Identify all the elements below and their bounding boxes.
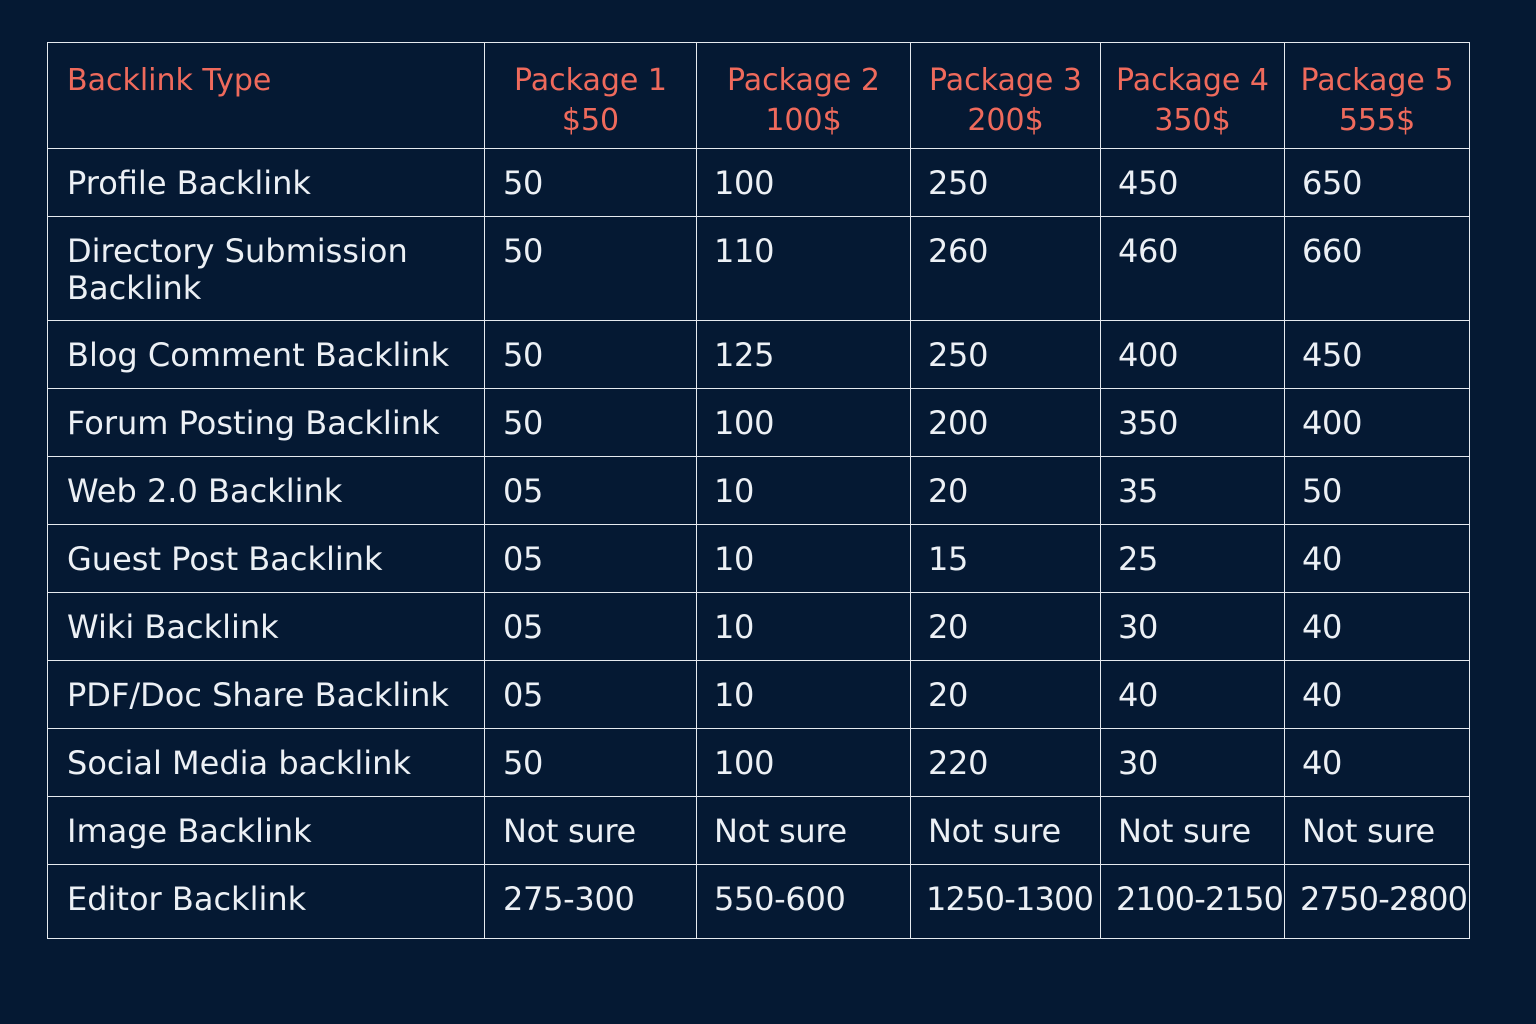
- package-1-value: 50: [485, 217, 697, 321]
- package-3-value: 200: [911, 389, 1101, 457]
- header-row: [48, 43, 1470, 149]
- package-3-value: 15: [911, 525, 1101, 593]
- table-row: [48, 525, 1470, 593]
- package-4-value: 450: [1101, 149, 1285, 217]
- package-price: 100$: [765, 103, 842, 138]
- package-name: Package 1: [514, 63, 667, 98]
- package-2-value: 100: [697, 149, 911, 217]
- table-row: [48, 865, 1470, 939]
- package-price: 555$: [1338, 103, 1416, 138]
- package-5-value: 40: [1285, 661, 1470, 729]
- package-2-value: 110: [697, 217, 911, 321]
- package-5-value: 40: [1285, 729, 1470, 797]
- table-row: [48, 457, 1470, 525]
- backlink-type-cell: Directory Submission Backlink: [48, 217, 485, 321]
- package-3-value: Not sure: [911, 797, 1101, 865]
- backlink-type-cell: Profile Backlink: [48, 149, 485, 217]
- package-4-value: 400: [1101, 321, 1285, 389]
- package-5-header: [1285, 43, 1470, 149]
- package-1-value: 50: [485, 321, 697, 389]
- backlink-type-cell: Guest Post Backlink: [48, 525, 485, 593]
- backlink-type-cell: Blog Comment Backlink: [48, 321, 485, 389]
- package-2-value: 100: [697, 729, 911, 797]
- package-1-value: Not sure: [485, 797, 697, 865]
- package-4-value: 460: [1101, 217, 1285, 321]
- package-3-header: [911, 43, 1101, 149]
- package-1-value: 50: [485, 729, 697, 797]
- package-2-value: 10: [697, 593, 911, 661]
- package-5-value: 660: [1285, 217, 1470, 321]
- package-3-value: 220: [911, 729, 1101, 797]
- backlink-type-cell: Forum Posting Backlink: [48, 389, 485, 457]
- package-2-value: 125: [697, 321, 911, 389]
- backlink-type-header: Backlink Type: [48, 43, 485, 149]
- package-1-value: 50: [485, 389, 697, 457]
- package-3-value: 250: [911, 321, 1101, 389]
- package-price: $50: [561, 103, 620, 138]
- package-1-value: 05: [485, 593, 697, 661]
- package-name: Package 2: [727, 63, 880, 98]
- package-1-value: 50: [485, 149, 697, 217]
- package-price: 200$: [967, 103, 1044, 138]
- package-2-value: 10: [697, 661, 911, 729]
- package-name: Package 5: [1300, 63, 1454, 98]
- package-1-header: [485, 43, 697, 149]
- package-2-value: 100: [697, 389, 911, 457]
- package-2-value: 10: [697, 457, 911, 525]
- table-body: [48, 149, 1470, 939]
- package-4-value: Not sure: [1101, 797, 1285, 865]
- backlink-type-cell: Web 2.0 Backlink: [48, 457, 485, 525]
- package-3-value: 20: [911, 593, 1101, 661]
- pricing-table: [47, 42, 1470, 939]
- backlink-type-cell: Editor Backlink: [48, 865, 485, 939]
- package-1-value: 05: [485, 525, 697, 593]
- package-name: Package 4: [1116, 63, 1269, 98]
- package-2-header: [697, 43, 911, 149]
- package-5-value: 50: [1285, 457, 1470, 525]
- package-3-value: 250: [911, 149, 1101, 217]
- package-5-value: 40: [1285, 525, 1470, 593]
- package-4-value: 30: [1101, 593, 1285, 661]
- package-3-value: 20: [911, 661, 1101, 729]
- package-3-value: 260: [911, 217, 1101, 321]
- package-name: Package 3: [929, 63, 1082, 98]
- package-1-value: 275-300: [485, 865, 697, 939]
- package-4-value: 350: [1101, 389, 1285, 457]
- table-row: [48, 729, 1470, 797]
- package-1-value: 05: [485, 457, 697, 525]
- package-4-value: 2100-2150: [1101, 865, 1285, 939]
- package-5-value: Not sure: [1285, 797, 1470, 865]
- package-5-value: 400: [1285, 389, 1470, 457]
- package-4-header: [1101, 43, 1285, 149]
- package-2-value: 550-600: [697, 865, 911, 939]
- package-5-value: 40: [1285, 593, 1470, 661]
- package-price: 350$: [1154, 103, 1231, 138]
- backlink-type-cell: Social Media backlink: [48, 729, 485, 797]
- package-4-value: 30: [1101, 729, 1285, 797]
- package-5-value: 450: [1285, 321, 1470, 389]
- table-row: [48, 321, 1470, 389]
- package-5-value: 650: [1285, 149, 1470, 217]
- package-5-value: 2750-2800: [1285, 865, 1470, 939]
- backlink-type-cell: PDF/Doc Share Backlink: [48, 661, 485, 729]
- package-4-value: 35: [1101, 457, 1285, 525]
- backlink-type-cell: Image Backlink: [48, 797, 485, 865]
- package-3-value: 20: [911, 457, 1101, 525]
- package-2-value: Not sure: [697, 797, 911, 865]
- table-row: [48, 149, 1470, 217]
- table-row: [48, 661, 1470, 729]
- table-row: [48, 593, 1470, 661]
- package-4-value: 40: [1101, 661, 1285, 729]
- table-row: [48, 797, 1470, 865]
- package-1-value: 05: [485, 661, 697, 729]
- package-3-value: 1250-1300: [911, 865, 1101, 939]
- table-row: [48, 389, 1470, 457]
- package-4-value: 25: [1101, 525, 1285, 593]
- package-2-value: 10: [697, 525, 911, 593]
- table-row: [48, 217, 1470, 321]
- backlink-type-cell: Wiki Backlink: [48, 593, 485, 661]
